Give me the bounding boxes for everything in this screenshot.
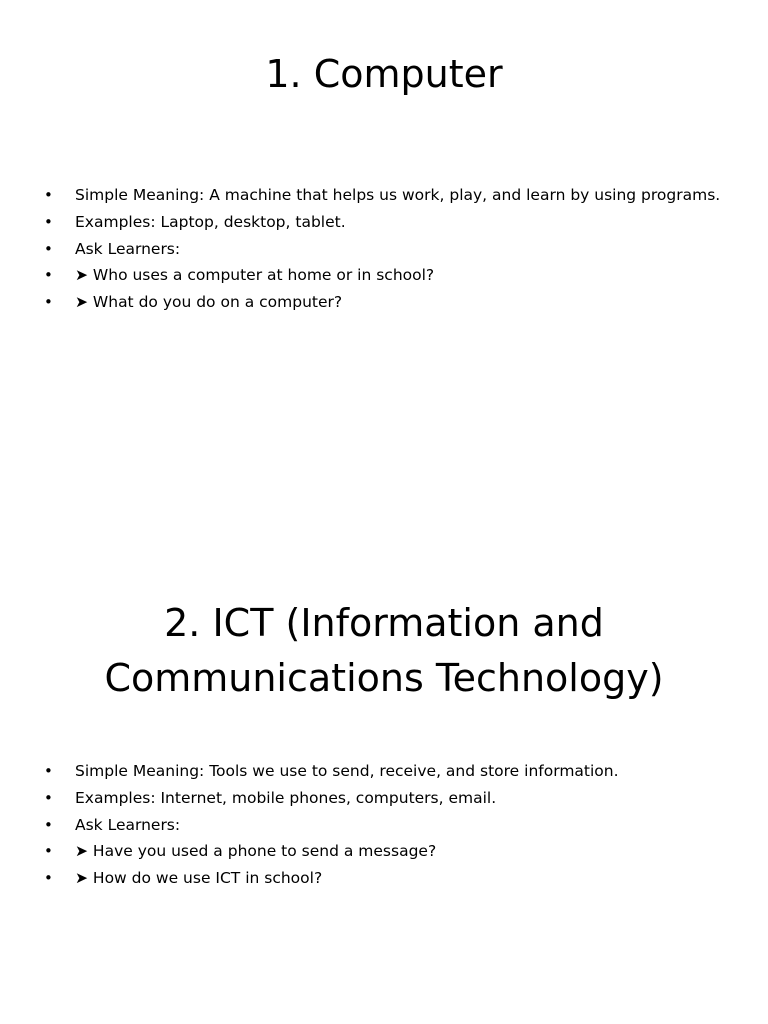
list-item xyxy=(40,865,748,892)
list-item xyxy=(40,236,748,263)
list-item xyxy=(40,209,748,236)
bullet-text: ➤ Have you used a phone to send a message? xyxy=(75,842,437,861)
list-item xyxy=(40,289,748,316)
list-item xyxy=(40,812,748,839)
bullet-text: Ask Learners: xyxy=(75,239,181,258)
list-item xyxy=(40,838,748,865)
slide-ict xyxy=(0,512,768,1024)
list-item xyxy=(40,785,748,812)
bullet-icon: • xyxy=(44,869,53,888)
bullet-text: Examples: Internet, mobile phones, computers, email. xyxy=(75,788,497,807)
list-item xyxy=(40,758,748,785)
slide-title: 2. ICT (Information and Communications Technology) xyxy=(104,601,664,700)
bullet-list xyxy=(40,182,748,316)
list-item xyxy=(40,182,748,209)
bullet-text: ➤ How do we use ICT in school? xyxy=(75,869,323,888)
list-item xyxy=(40,262,748,289)
bullet-text: ➤ Who uses a computer at home or in school? xyxy=(75,266,435,285)
bullet-icon: • xyxy=(44,266,53,285)
bullet-icon: • xyxy=(44,762,53,780)
bullet-icon: • xyxy=(44,186,53,204)
bullet-icon: • xyxy=(44,842,53,861)
bullet-text: Examples: Laptop, desktop, tablet. xyxy=(75,212,346,231)
bullet-text: ➤ What do you do on a computer? xyxy=(75,293,343,312)
bullet-text: Simple Meaning: A machine that helps us work, play, and learn by using programs. xyxy=(75,186,721,204)
bullet-list xyxy=(40,758,748,892)
bullet-icon: • xyxy=(44,788,53,807)
slide-title: 1. Computer xyxy=(265,52,503,96)
bullet-icon: • xyxy=(44,293,53,312)
bullet-icon: • xyxy=(44,815,53,834)
bullet-icon: • xyxy=(44,239,53,258)
bullet-icon: • xyxy=(44,212,53,231)
bullet-text: Simple Meaning: Tools we use to send, receive, and store information. xyxy=(75,762,619,780)
bullet-text: Ask Learners: xyxy=(75,815,181,834)
